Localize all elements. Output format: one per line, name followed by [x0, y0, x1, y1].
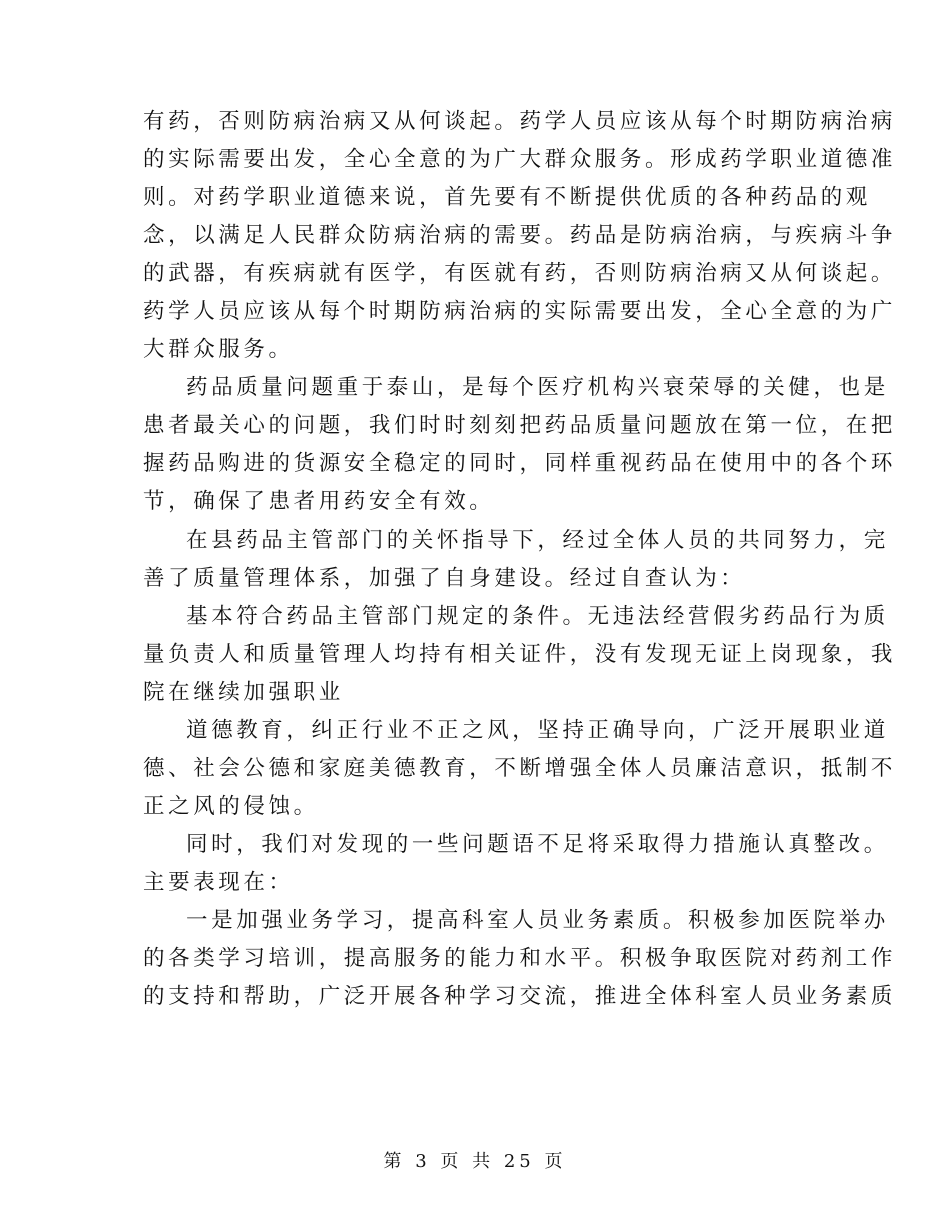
text-line: 大群众服务。 — [143, 337, 294, 362]
text-line: 节，确保了患者用药安全有效。 — [143, 489, 495, 514]
page-number-footer: 第 3 页 共 25 页 — [383, 1151, 567, 1172]
text-line: 善了质量管理体系，加强了自身建设。经过自查认为： — [143, 566, 746, 591]
text-line: 的各类学习培训，提高服务的能力和水平。积极争取医院对药剂工作 — [143, 946, 897, 971]
text-line: 同时，我们对发现的一些问题语不足将采取得力措施认真整改。 — [186, 832, 889, 857]
text-line: 则。对药学职业道德来说，首先要有不断提供优质的各种药品的观 — [143, 185, 871, 210]
text-line: 念，以满足人民群众防病治病的需要。药品是防病治病，与疾病斗争 — [143, 223, 897, 248]
text-line: 的支持和帮助，广泛开展各种学习交流，推进全体科室人员业务素质 — [143, 984, 897, 1009]
text-line: 在县药品主管部门的关怀指导下，经过全体人员的共同努力，完 — [186, 528, 889, 553]
text-line: 院在继续加强职业 — [143, 680, 344, 705]
text-line: 药学人员应该从每个时期防病治病的实际需要出发，全心全意的为广 — [143, 299, 897, 324]
text-line: 道德教育，纠正行业不正之风，坚持正确导向，广泛开展职业道 — [186, 718, 889, 743]
text-line: 患者最关心的问题，我们时时刻刻把药品质量问题放在第一位，在把 — [143, 413, 897, 438]
text-line: 德、社会公德和家庭美德教育，不断增强全体人员廉洁意识，抵制不 — [143, 756, 897, 781]
text-line: 主要表现在： — [143, 870, 294, 895]
text-line: 的武器，有疾病就有医学，有医就有药，否则防病治病又从何谈起。 — [143, 261, 897, 286]
text-line: 量负责人和质量管理人均持有相关证件，没有发现无证上岗现象，我 — [143, 642, 897, 667]
text-line: 的实际需要出发，全心全意的为广大群众服务。形成药学职业道德准 — [143, 147, 897, 172]
text-line: 有药，否则防病治病又从何谈起。药学人员应该从每个时期防病治病 — [143, 109, 897, 134]
text-line: 一是加强业务学习，提高科室人员业务素质。积极参加医院举办 — [186, 908, 889, 933]
text-line: 药品质量问题重于泰山，是每个医疗机构兴衰荣辱的关健，也是 — [186, 375, 889, 400]
text-line: 基本符合药品主管部门规定的条件。无违法经营假劣药品行为质 — [186, 604, 889, 629]
text-line: 握药品购进的货源安全稳定的同时，同样重视药品在使用中的各个环 — [143, 451, 897, 476]
text-line: 正之风的侵蚀。 — [143, 794, 319, 819]
